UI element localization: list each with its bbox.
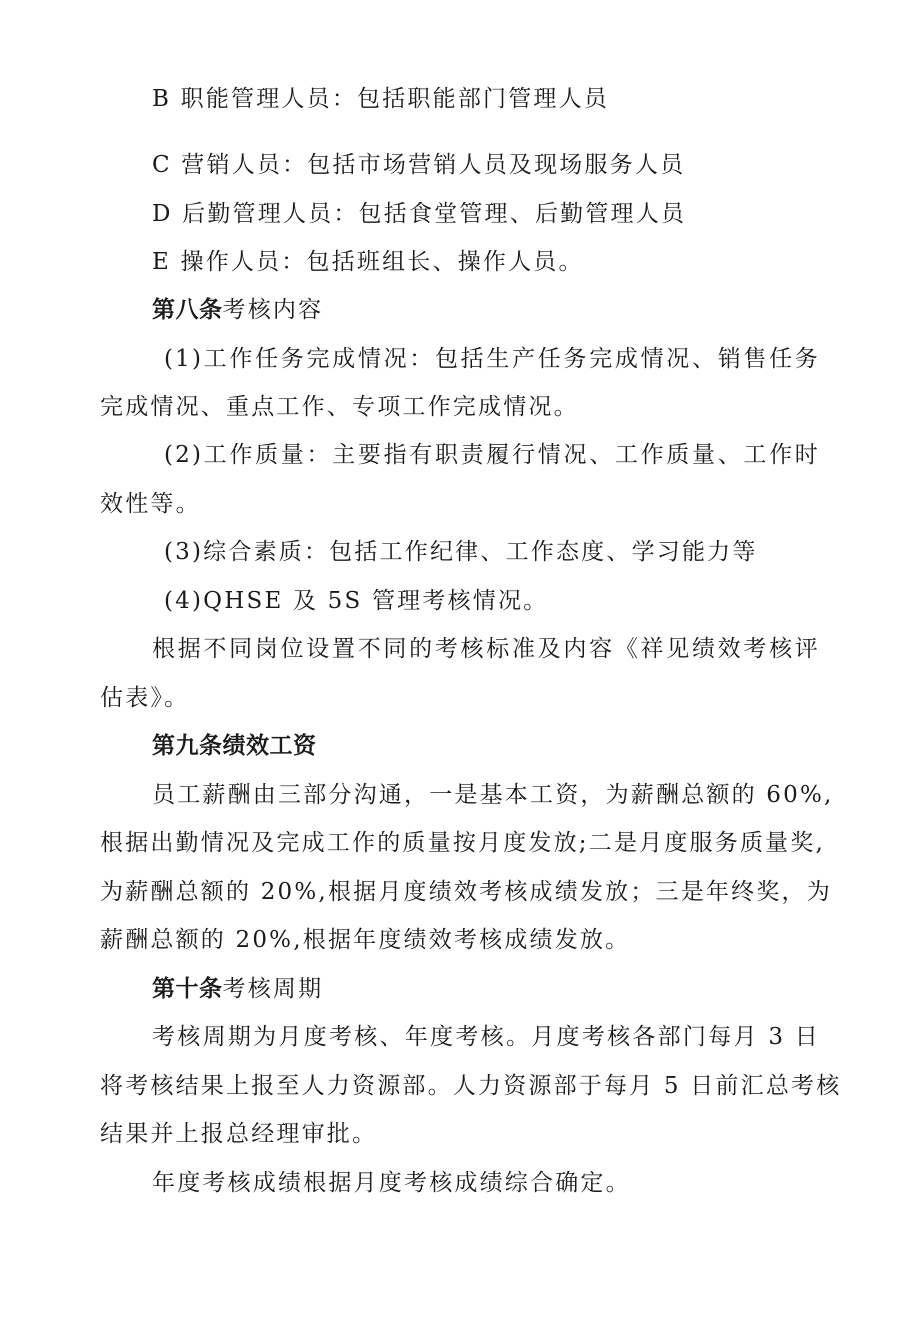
article10-label: 第十条 bbox=[152, 976, 223, 1002]
article10-line1: 考核周期为月度考核、年度考核。月度考核各部门每月 3 日 bbox=[152, 1024, 820, 1050]
article10-line2: 将考核结果上报至人力资源部。人力资源部于每月 5 日前汇总考核 bbox=[100, 1073, 842, 1099]
personnel-d: D 后勤管理人员：包括食堂管理、后勤管理人员 bbox=[152, 201, 687, 227]
article10-heading bbox=[152, 974, 820, 1004]
article8-item4: (4)QHSE 及 5S 管理考核情况。 bbox=[164, 588, 549, 614]
article8-item3: (3)综合素质：包括工作纪律、工作态度、学习能力等 bbox=[164, 539, 758, 565]
article8-item1-line1: (1)工作任务完成情况：包括生产任务完成情况、销售任务 bbox=[164, 346, 820, 372]
article9-line3: 为薪酬总额的 20%,根据月度绩效考核成绩发放；三是年终奖，为 bbox=[100, 879, 832, 905]
article8-item1-line2: 完成情况、重点工作、专项工作完成情况。 bbox=[100, 394, 579, 420]
article10-line3: 结果并上报总经理审批。 bbox=[100, 1121, 378, 1147]
article8-item2-line1: (2)工作质量：主要指有职责履行情况、工作质量、工作时 bbox=[164, 442, 820, 468]
personnel-b: B 职能管理人员：包括职能部门管理人员 bbox=[152, 86, 610, 112]
article10-line4: 年度考核成绩根据月度考核成绩综合确定。 bbox=[152, 1170, 631, 1196]
article9-line2: 根据出勤情况及完成工作的质量按月度发放;二是月度服务质量奖, bbox=[100, 830, 826, 856]
article8-note-line1: 根据不同岗位设置不同的考核标准及内容《祥见绩效考核评 bbox=[152, 636, 820, 662]
personnel-c: C 营销人员：包括市场营销人员及现场服务人员 bbox=[152, 152, 686, 178]
article8-label: 第八条 bbox=[152, 297, 223, 323]
article8-note-line2: 估表》。 bbox=[100, 685, 190, 711]
article9-heading: 第九条绩效工资 bbox=[152, 733, 317, 759]
article8-heading bbox=[152, 295, 820, 325]
article9-line1: 员工薪酬由三部分沟通，一是基本工资，为薪酬总额的 60%, bbox=[152, 782, 834, 808]
article8-title: 考核内容 bbox=[222, 297, 324, 323]
article9-line4: 薪酬总额的 20%,根据年度绩效考核成绩发放。 bbox=[100, 927, 631, 953]
personnel-e: E 操作人员：包括班组长、操作人员。 bbox=[152, 249, 584, 275]
article10-title: 考核周期 bbox=[222, 976, 324, 1002]
article8-item2-line2: 效性等。 bbox=[100, 491, 201, 517]
